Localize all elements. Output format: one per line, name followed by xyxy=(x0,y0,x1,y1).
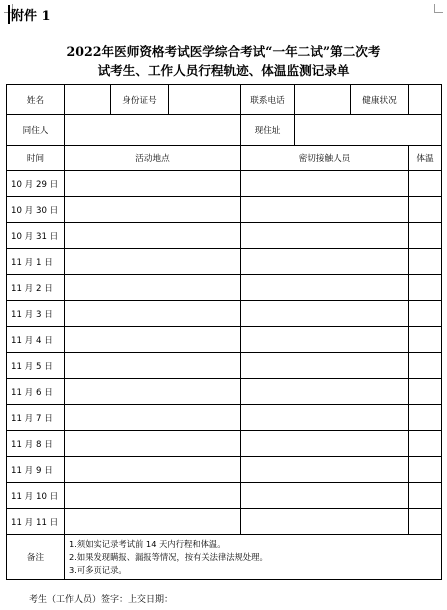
location-cell[interactable] xyxy=(65,275,241,301)
date-cell: 11 月 2 日 xyxy=(7,275,65,301)
table-row xyxy=(7,223,442,249)
time-header: 时间 xyxy=(7,146,65,171)
cohabitant-value-cell[interactable] xyxy=(65,115,241,146)
location-cell[interactable] xyxy=(65,431,241,457)
location-cell[interactable] xyxy=(65,483,241,509)
date-cell: 11 月 7 日 xyxy=(7,405,65,431)
date-cell: 11 月 9 日 xyxy=(7,457,65,483)
signature-label: 考生（工作人员）签字： xyxy=(29,595,129,605)
location-header: 活动地点 xyxy=(65,146,241,171)
table-row xyxy=(7,509,442,535)
notes-label: 备注 xyxy=(7,535,65,580)
temperature-cell[interactable] xyxy=(409,457,442,483)
location-cell[interactable] xyxy=(65,249,241,275)
table-row xyxy=(7,379,442,405)
info-row-2 xyxy=(7,115,442,146)
table-row xyxy=(7,249,442,275)
temperature-cell[interactable] xyxy=(409,431,442,457)
location-cell[interactable] xyxy=(65,379,241,405)
address-label: 现住址 xyxy=(241,115,295,146)
temperature-cell[interactable] xyxy=(409,301,442,327)
location-cell[interactable] xyxy=(65,327,241,353)
date-cell: 11 月 8 日 xyxy=(7,431,65,457)
table-row xyxy=(7,301,442,327)
name-label: 姓名 xyxy=(7,85,65,115)
temperature-cell[interactable] xyxy=(409,483,442,509)
contacts-header: 密切接触人员 xyxy=(241,146,409,171)
location-cell[interactable] xyxy=(65,223,241,249)
health-label: 健康状况 xyxy=(351,85,409,115)
location-cell[interactable] xyxy=(65,171,241,197)
column-header-row xyxy=(7,146,442,171)
date-cell: 10 月 29 日 xyxy=(7,171,65,197)
contacts-cell[interactable] xyxy=(241,223,409,249)
contacts-cell[interactable] xyxy=(241,197,409,223)
temperature-cell[interactable] xyxy=(409,379,442,405)
cohabitant-label: 同住人 xyxy=(7,115,65,146)
temperature-cell[interactable] xyxy=(409,509,442,535)
note-line: 2.如果发现瞒报、漏报等情况，按有关法律法规处理。 xyxy=(69,551,268,562)
submit-date-label: 上交日期： xyxy=(128,595,174,605)
contacts-cell[interactable] xyxy=(241,327,409,353)
location-cell[interactable] xyxy=(65,197,241,223)
name-value-cell[interactable] xyxy=(65,85,111,115)
contacts-cell[interactable] xyxy=(241,483,409,509)
date-cell: 11 月 1 日 xyxy=(7,249,65,275)
note-line: 3.可多页记录。 xyxy=(69,564,127,575)
phone-label: 联系电话 xyxy=(241,85,295,115)
contacts-cell[interactable] xyxy=(241,301,409,327)
location-cell[interactable] xyxy=(65,353,241,379)
temperature-header: 体温 xyxy=(409,146,442,171)
location-cell[interactable] xyxy=(65,301,241,327)
table-row xyxy=(7,405,442,431)
temperature-cell[interactable] xyxy=(409,223,442,249)
temperature-cell[interactable] xyxy=(409,353,442,379)
contacts-cell[interactable] xyxy=(241,431,409,457)
footer xyxy=(29,592,173,605)
table-row xyxy=(7,275,442,301)
contacts-cell[interactable] xyxy=(241,275,409,301)
contacts-cell[interactable] xyxy=(241,171,409,197)
contacts-cell[interactable] xyxy=(241,353,409,379)
contacts-cell[interactable] xyxy=(241,405,409,431)
temperature-cell[interactable] xyxy=(409,275,442,301)
date-cell: 11 月 6 日 xyxy=(7,379,65,405)
date-cell: 11 月 11 日 xyxy=(7,509,65,535)
notes-row xyxy=(7,535,442,580)
temperature-cell[interactable] xyxy=(409,327,442,353)
id-value-cell[interactable] xyxy=(169,85,241,115)
table-row xyxy=(7,353,442,379)
date-cell: 11 月 3 日 xyxy=(7,301,65,327)
contacts-cell[interactable] xyxy=(241,509,409,535)
temperature-cell[interactable] xyxy=(409,249,442,275)
date-cell: 11 月 5 日 xyxy=(7,353,65,379)
id-label: 身份证号 xyxy=(111,85,169,115)
table-row xyxy=(7,483,442,509)
date-cell: 10 月 30 日 xyxy=(7,197,65,223)
temperature-cell[interactable] xyxy=(409,197,442,223)
address-value-cell[interactable] xyxy=(295,115,442,146)
location-cell[interactable] xyxy=(65,405,241,431)
table-row xyxy=(7,457,442,483)
contacts-cell[interactable] xyxy=(241,249,409,275)
table-row xyxy=(7,431,442,457)
table-row xyxy=(7,171,442,197)
attachment-label: 附件 1 xyxy=(8,5,51,24)
phone-value-cell[interactable] xyxy=(295,85,351,115)
document-title xyxy=(0,42,447,80)
notes-text xyxy=(65,535,442,580)
health-value-cell[interactable] xyxy=(409,85,442,115)
temperature-cell[interactable] xyxy=(409,171,442,197)
location-cell[interactable] xyxy=(65,509,241,535)
contacts-cell[interactable] xyxy=(241,379,409,405)
page-corner-mark-right xyxy=(434,4,443,13)
info-row-1 xyxy=(7,85,442,115)
date-cell: 11 月 10 日 xyxy=(7,483,65,509)
temperature-cell[interactable] xyxy=(409,405,442,431)
note-line: 1.须如实记录考试前 14 天内行程和体温。 xyxy=(69,538,226,549)
table-row xyxy=(7,197,442,223)
date-cell: 10 月 31 日 xyxy=(7,223,65,249)
title-line-1: 2022年医师资格考试医学综合考试“一年二试”第二次考 xyxy=(66,44,381,59)
title-line-2: 试考生、工作人员行程轨迹、体温监测记录单 xyxy=(97,63,350,78)
date-cell: 11 月 4 日 xyxy=(7,327,65,353)
record-table xyxy=(6,84,442,580)
location-cell[interactable] xyxy=(65,457,241,483)
table-row xyxy=(7,327,442,353)
contacts-cell[interactable] xyxy=(241,457,409,483)
